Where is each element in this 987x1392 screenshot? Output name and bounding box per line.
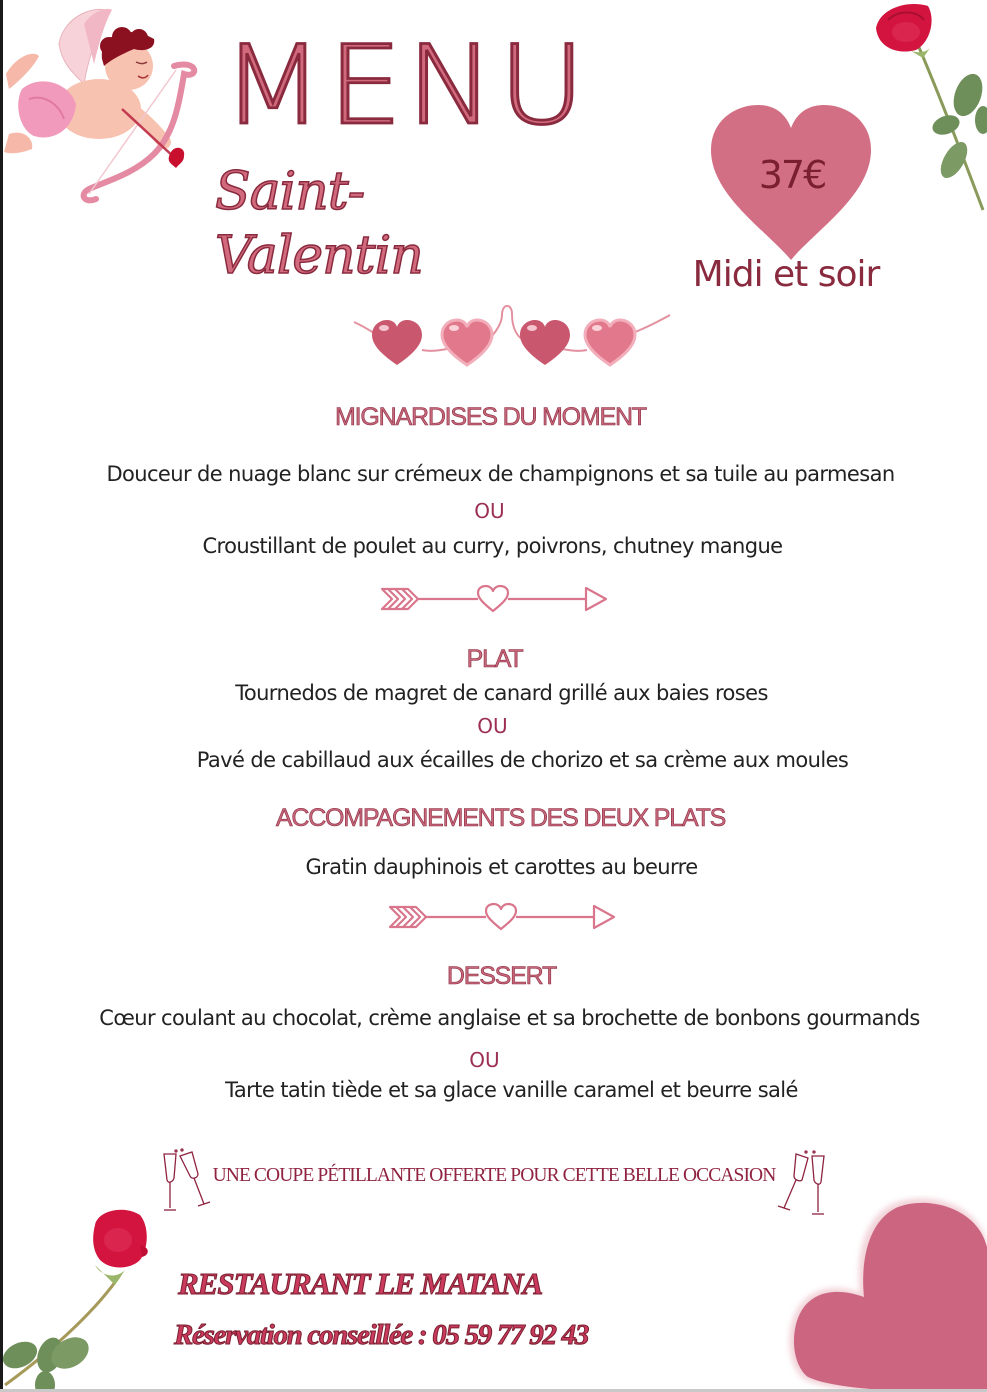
dish-mignardise-1: Douceur de nuage blanc sur crémeux de champignons et sa tuile au parmesan xyxy=(106,462,895,486)
price-value: 37€ xyxy=(758,153,826,197)
section-title-plat: PLAT xyxy=(466,645,523,673)
rose-bottom-icon xyxy=(0,1205,190,1392)
or-separator: OU xyxy=(469,1048,500,1072)
big-heart-icon xyxy=(780,1195,987,1392)
dish-accompagnement: Gratin dauphinois et carottes au beurre xyxy=(305,855,698,879)
section-title-accompagnements: ACCOMPAGNEMENTS DES DEUX PLATS xyxy=(275,804,726,832)
cupid-icon xyxy=(4,4,199,209)
dish-mignardise-2: Croustillant de poulet au curry, poivrons, chutney mangue xyxy=(202,534,783,558)
heart-arrow-divider-icon xyxy=(386,899,636,935)
offer-banner: UNE COUPE PÉTILLANTE OFFERTE POUR CETTE BELLE OCCASION xyxy=(212,1165,776,1186)
dish-dessert-1: Cœur coulant au chocolat, crème anglaise et sa brochette de bonbons gourmands xyxy=(99,1006,920,1030)
restaurant-name: RESTAURANT LE MATANA xyxy=(178,1266,543,1301)
heart-garland-icon xyxy=(352,300,672,372)
service-times: Midi et soir xyxy=(692,254,880,295)
section-title-dessert: DESSERT xyxy=(446,962,557,990)
heart-arrow-divider-icon xyxy=(378,581,628,617)
or-separator: OU xyxy=(477,714,508,738)
menu-title: MENU xyxy=(222,21,590,149)
dish-plat-1: Tournedos de magret de canard grillé aux baies roses xyxy=(235,681,768,705)
heart-4 xyxy=(585,320,635,365)
or-separator: OU xyxy=(474,499,505,523)
dish-dessert-2: Tarte tatin tiède et sa glace vanille caramel et beurre salé xyxy=(225,1078,798,1102)
left-edge-strip xyxy=(0,0,3,1392)
rose-top-icon xyxy=(858,0,987,220)
section-title-mignardises: MIGNARDISES DU MOMENT xyxy=(335,403,646,431)
reservation-phone[interactable]: Réservation conseillée : 05 59 77 92 43 xyxy=(174,1319,589,1351)
dish-plat-2: Pavé de cabillaud aux écailles de chorizo et sa crème aux moules xyxy=(196,748,849,772)
heart-3 xyxy=(520,320,570,365)
heart-2 xyxy=(442,320,492,365)
heart-1 xyxy=(372,320,422,365)
menu-subtitle: Saint-Valentin xyxy=(215,162,423,286)
